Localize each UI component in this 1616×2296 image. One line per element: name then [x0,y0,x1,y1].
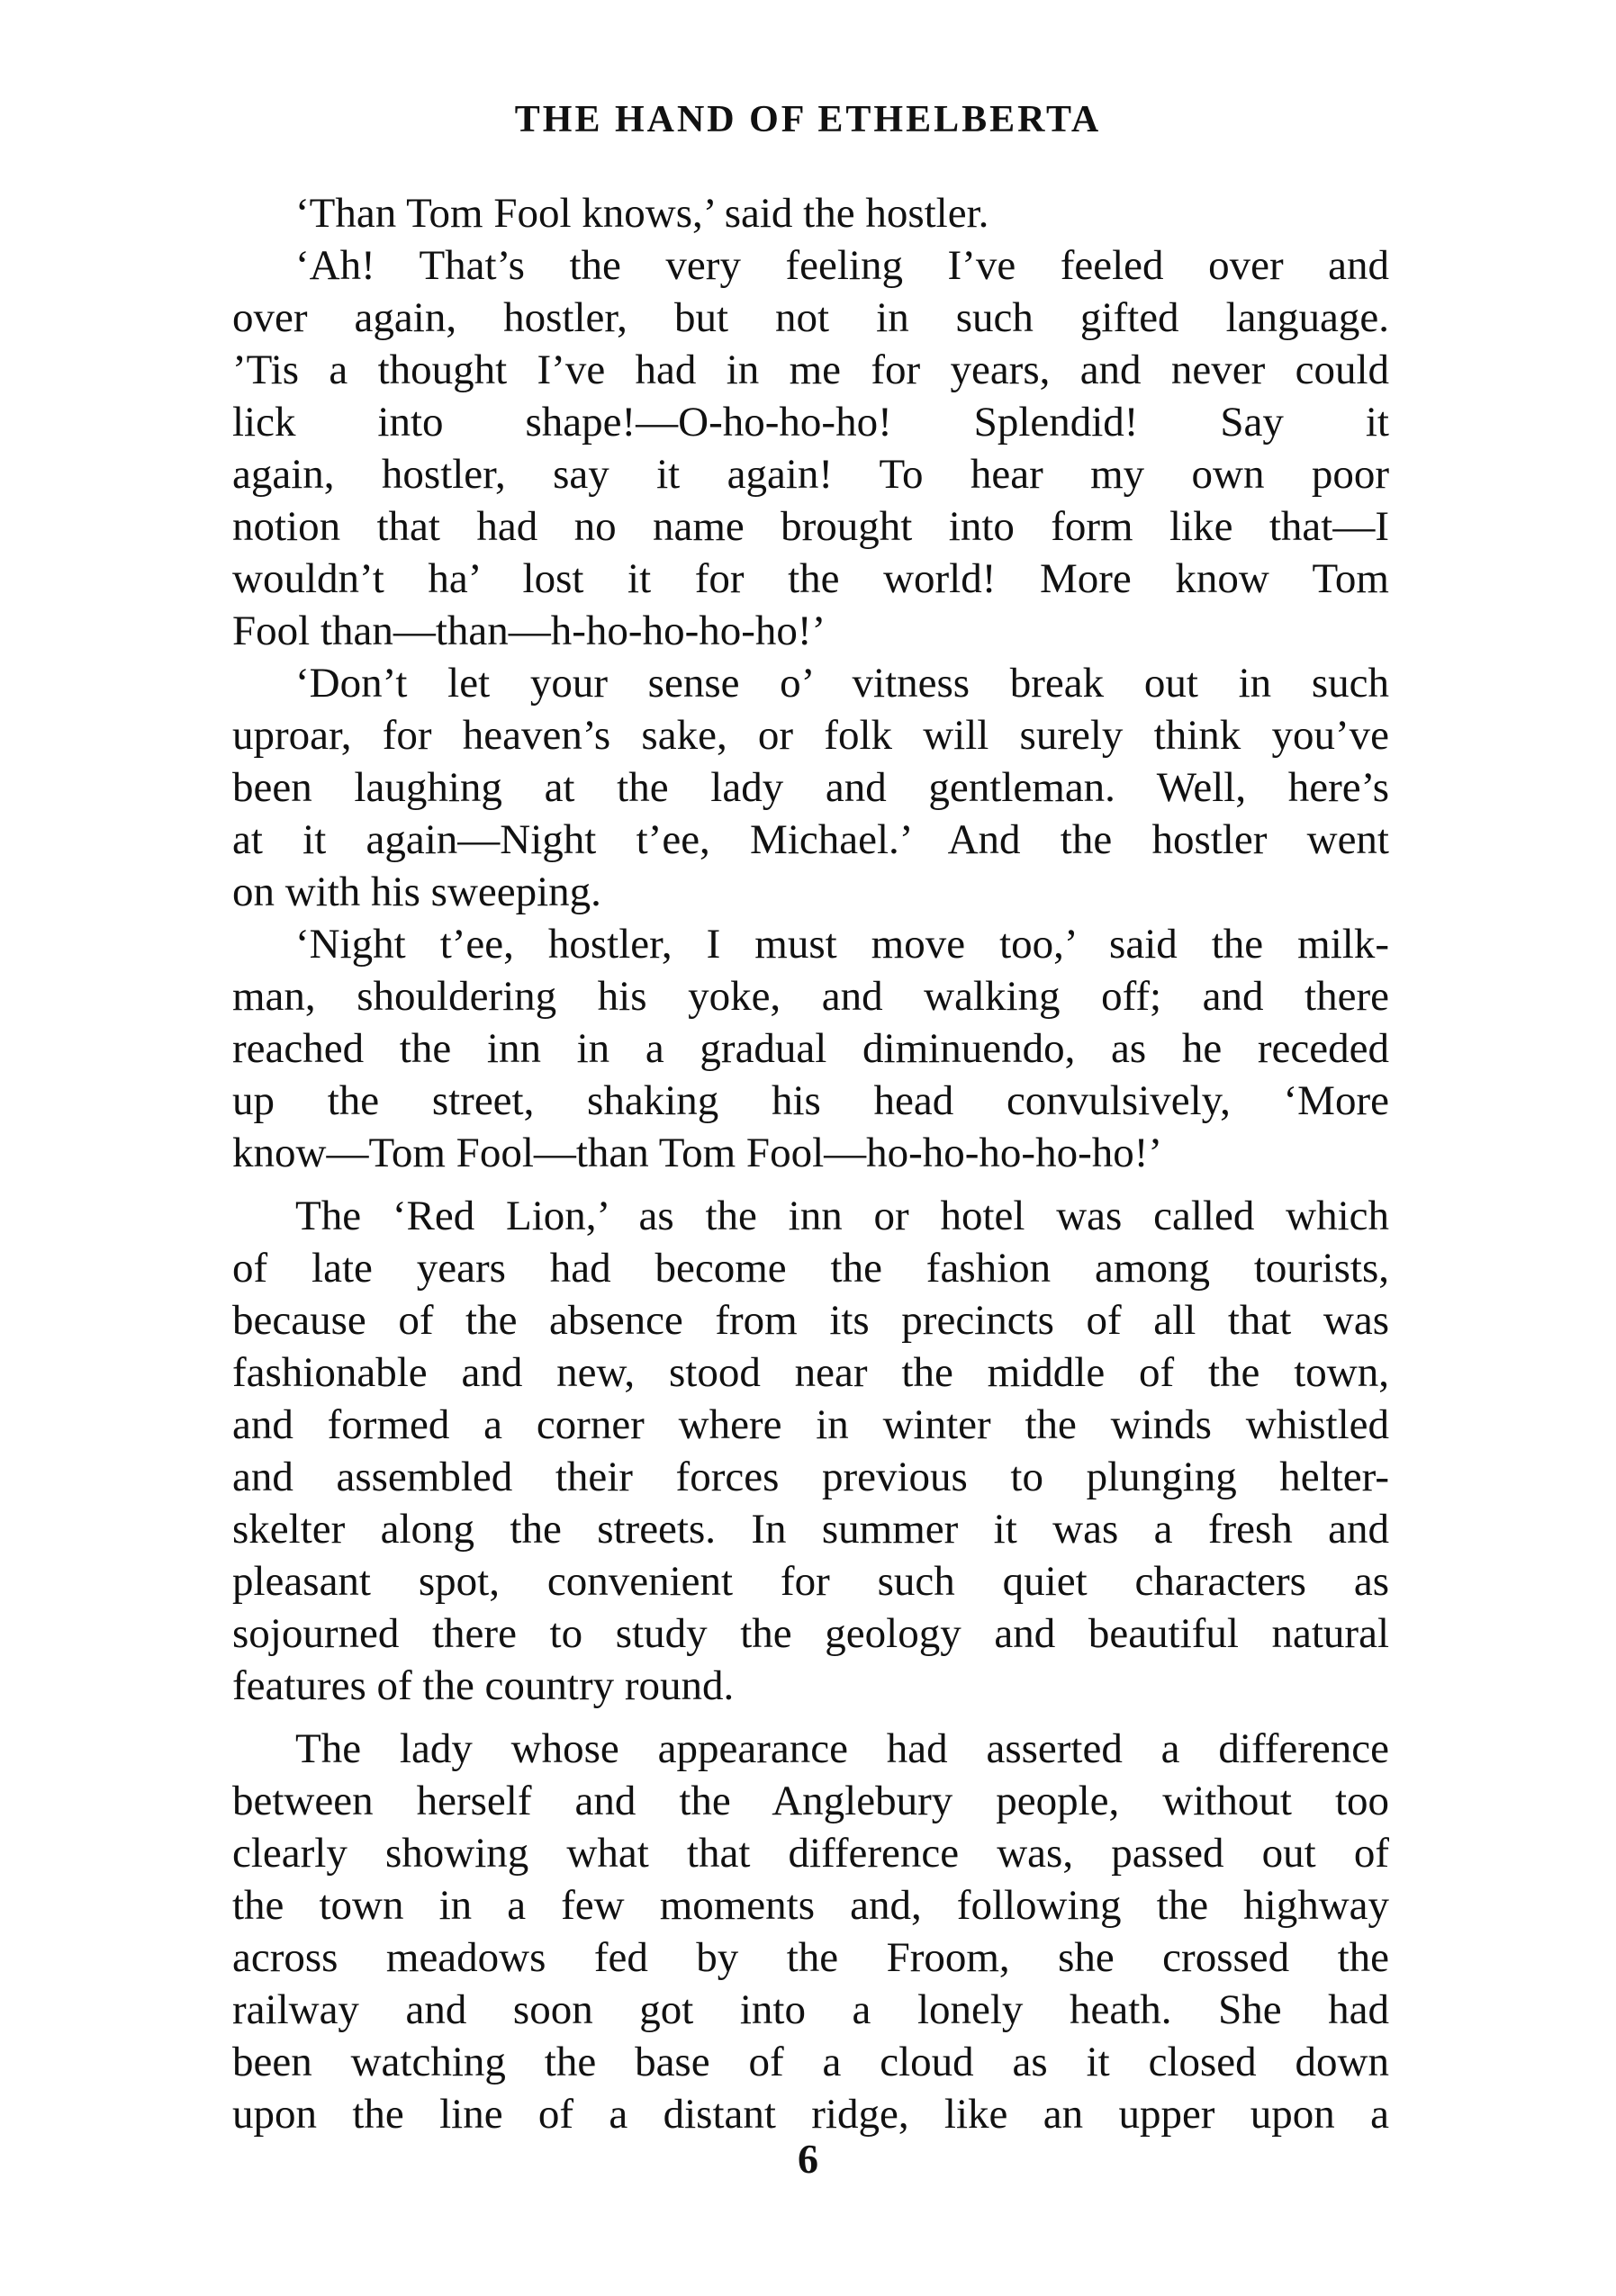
text-line: clearly showing what that difference was, passed out of [232,1830,1389,1877]
text-line: of late years had become the fashion among tourists, [232,1245,1389,1292]
text-line: features of the country round. [232,1662,735,1709]
paragraph [232,1723,1389,2140]
text-line: Fool than—than—h-ho-ho-ho-ho!’ [232,608,826,654]
text-line: uproar, for heaven’s sake, or folk will surely think you’ve [232,712,1389,759]
text-line: The ‘Red Lion,’ as the inn or hotel was called which [295,1193,1389,1239]
body-text [232,187,1389,2140]
text-line: up the street, shaking his head convulsively, ‘More [232,1077,1389,1124]
paragraph [232,239,1389,657]
text-line: been watching the base of a cloud as it closed down [232,2039,1389,2085]
text-line: upon the line of a distant ridge, like an upper upon a [232,2091,1389,2138]
text-line: the town in a few moments and, following the highway [232,1882,1389,1929]
paragraph [232,1190,1389,1712]
text-line: and assembled their forces previous to plunging helter- [232,1454,1389,1500]
text-line: on with his sweeping. [232,869,601,915]
text-line: ‘Than Tom Fool knows,’ said the hostler. [295,190,989,237]
text-line: over again, hostler, but not in such gifted language. [232,294,1389,341]
paragraph [232,187,1389,239]
text-line: reached the inn in a gradual diminuendo, as he receded [232,1025,1389,1072]
text-line: know—Tom Fool—than Tom Fool—ho-ho-ho-ho-ho!’ [232,1130,1163,1176]
text-line: ’Tis a thought I’ve had in me for years, and never could [232,347,1389,393]
text-line: ‘Ah! That’s the very feeling I’ve feeled over and [295,242,1389,289]
paragraph [232,657,1389,918]
text-line: skelter along the streets. In summer it was a fresh and [232,1506,1389,1553]
text-line: ‘Don’t let your sense o’ vitness break out in such [295,660,1389,707]
text-line: between herself and the Anglebury people, without too [232,1778,1389,1824]
paragraph [232,918,1389,1179]
text-line: notion that had no name brought into form like that—I [232,503,1389,550]
text-line: and formed a corner where in winter the winds whistled [232,1401,1389,1448]
text-line: across meadows fed by the Froom, she crossed the [232,1934,1389,1981]
paragraph-spacer [232,1179,1389,1190]
text-line: ‘Night t’ee, hostler, I must move too,’ said the milk- [295,921,1389,968]
text-line: been laughing at the lady and gentleman. Well, here’s [232,764,1389,811]
text-line: man, shouldering his yoke, and walking off; and there [232,973,1389,1020]
page-number: 6 [798,2136,818,2182]
text-line: fashionable and new, stood near the middle of the town, [232,1349,1389,1396]
text-line: sojourned there to study the geology and beautiful natural [232,1610,1389,1657]
text-line: lick into shape!—O-ho-ho-ho! Splendid! Say it [232,399,1389,446]
paragraph-spacer [232,1712,1389,1723]
running-head: THE HAND OF ETHELBERTA [514,99,1102,140]
text-line: at it again—Night t’ee, Michael.’ And the hostler went [232,816,1389,863]
text-line: pleasant spot, convenient for such quiet characters as [232,1558,1389,1605]
text-line: The lady whose appearance had asserted a difference [295,1725,1389,1772]
text-line: again, hostler, say it again! To hear my own poor [232,451,1389,498]
text-line: because of the absence from its precincts of all that was [232,1297,1389,1344]
text-line: railway and soon got into a lonely heath. She had [232,1986,1389,2033]
text-line: wouldn’t ha’ lost it for the world! More know Tom [232,555,1389,602]
